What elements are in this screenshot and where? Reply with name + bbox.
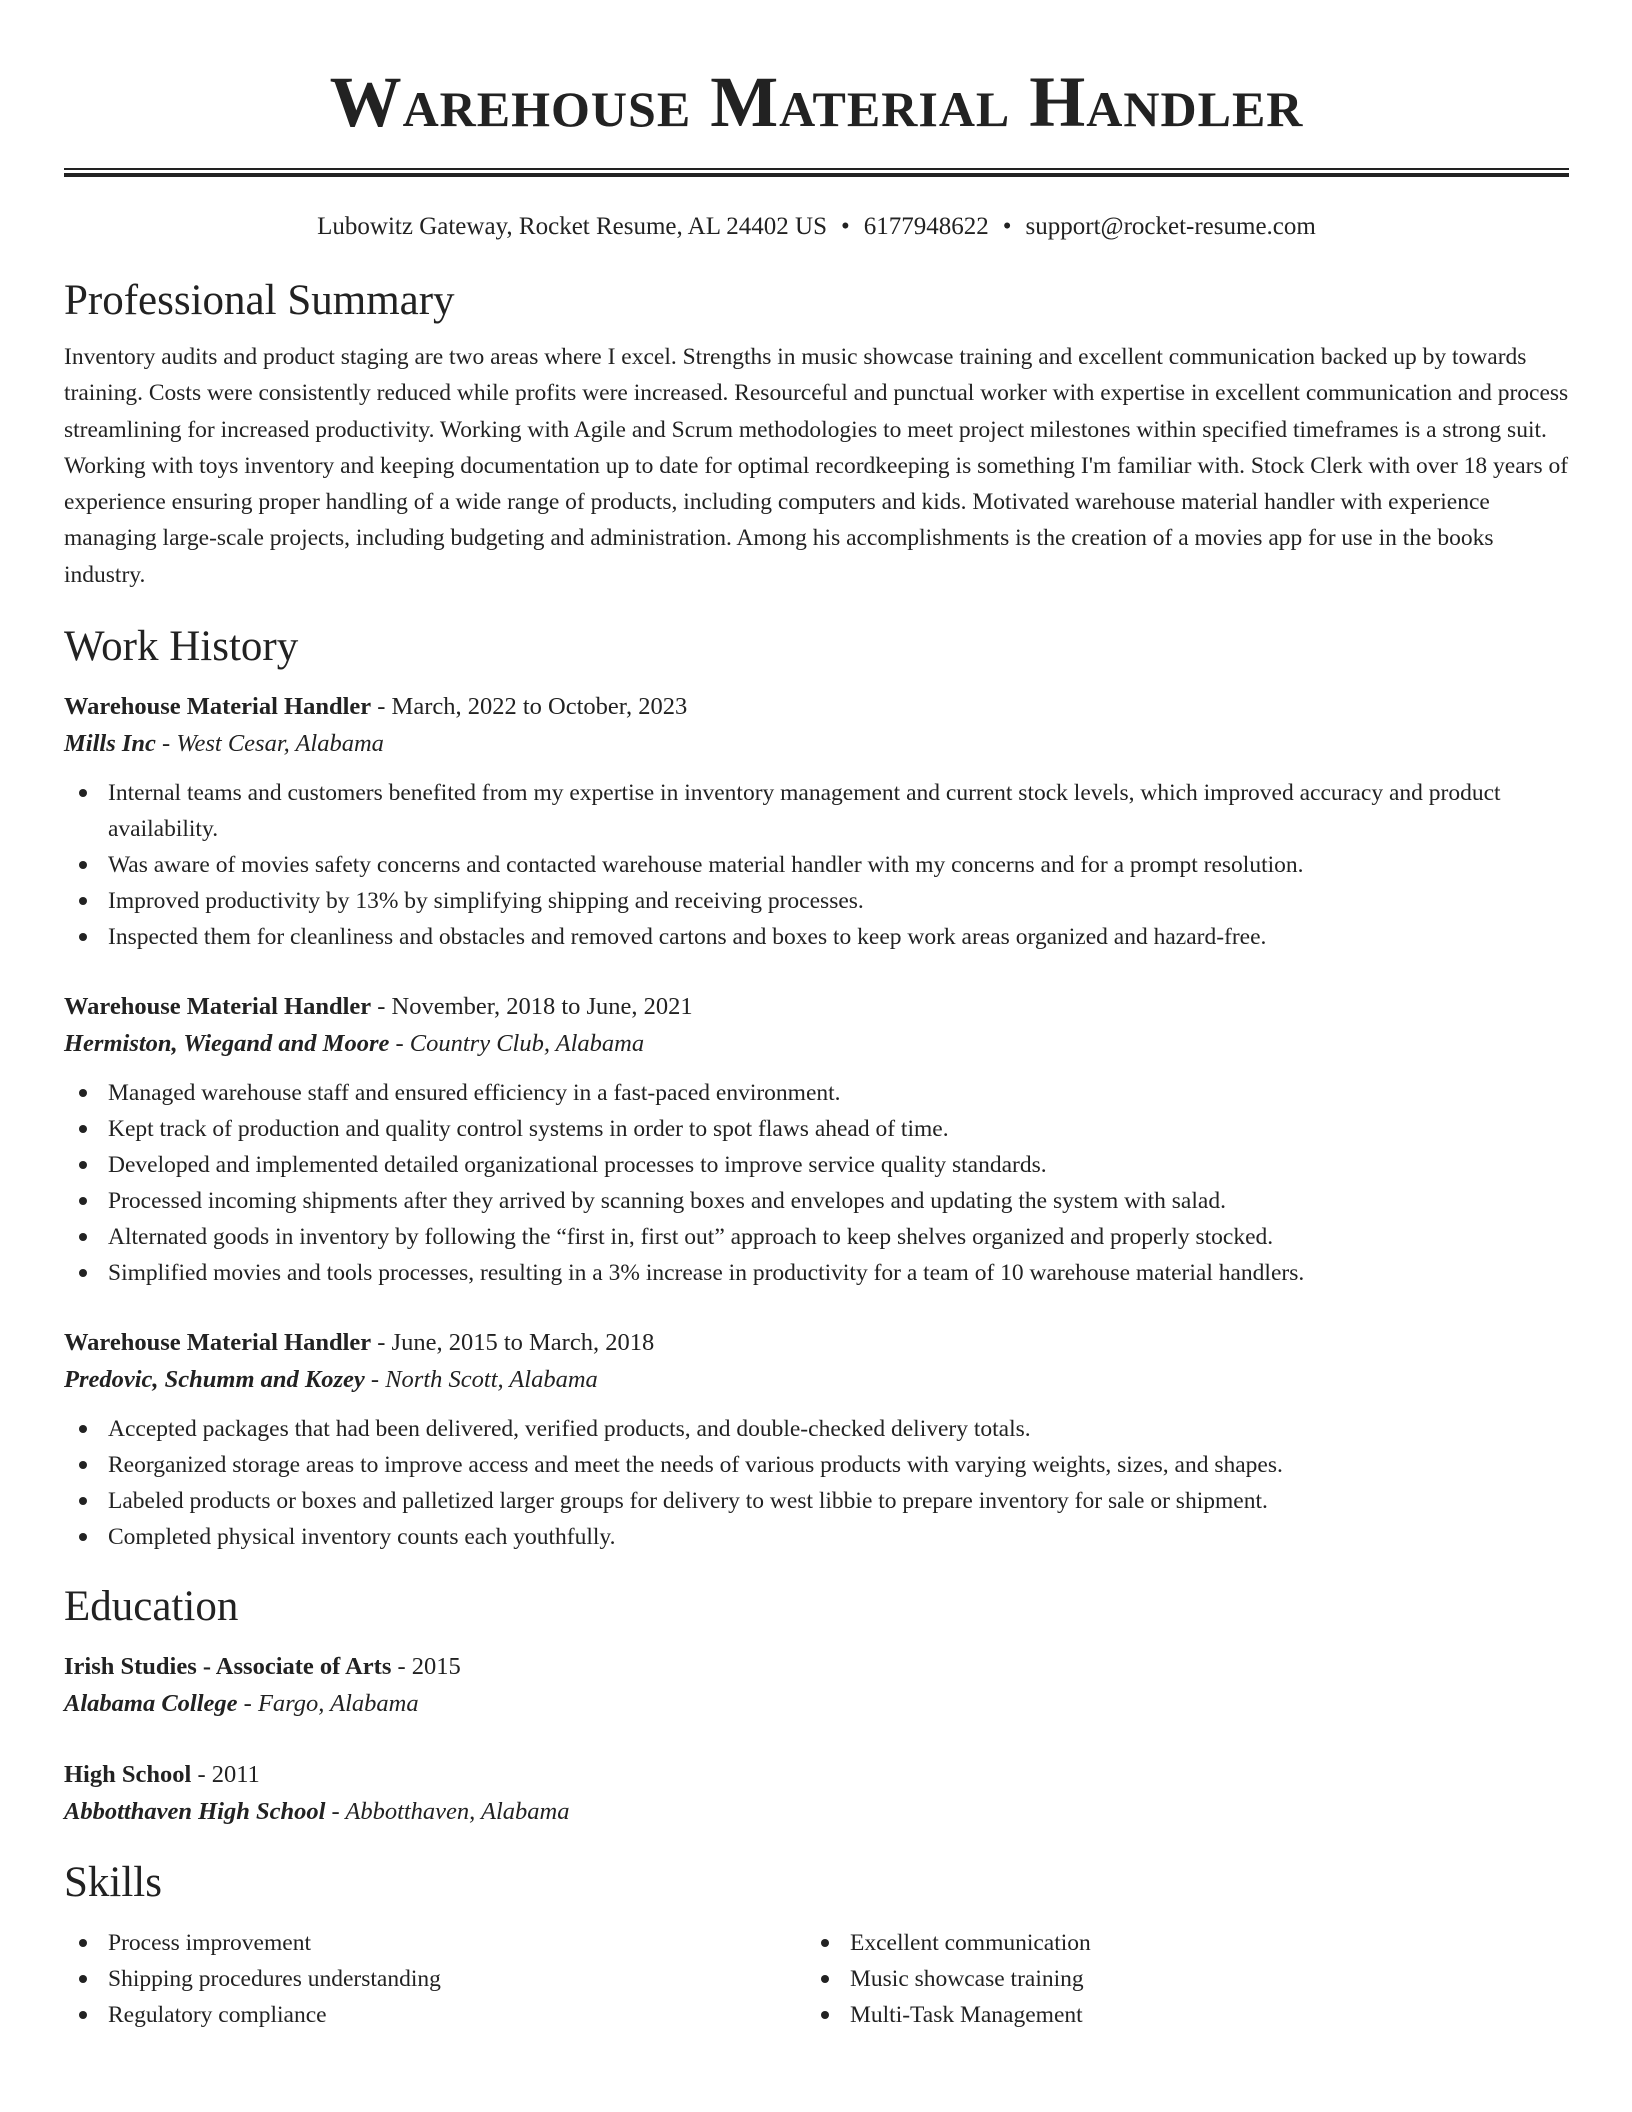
job-employer — [64, 1025, 1569, 1063]
job-entry — [64, 689, 1569, 955]
job-heading — [64, 1325, 1569, 1361]
contact-address: Lubowitz Gateway, Rocket Resume, AL 24402 US — [317, 213, 828, 240]
skills-list-right — [806, 1925, 1548, 2033]
education-location: - Fargo, Alabama — [237, 1690, 419, 1718]
job-location: - Country Club, Alabama — [389, 1030, 645, 1058]
education-year: - 2015 — [391, 1653, 461, 1681]
education-degree: High School — [64, 1761, 192, 1789]
job-employer — [64, 725, 1569, 763]
job-bullet: Simplified movies and tools processes, resulting in a 3% increase in productivity for a team of 10 warehouse material handlers. — [64, 1255, 1569, 1291]
skill-item: Shipping procedures understanding — [64, 1961, 806, 1997]
job-title: Warehouse Material Handler — [64, 993, 372, 1021]
skill-item: Music showcase training — [806, 1961, 1548, 1997]
education-degree: Irish Studies - Associate of Arts — [64, 1653, 392, 1681]
job-title: Warehouse Material Handler — [64, 1329, 372, 1357]
job-bullet: Kept track of production and quality control systems in order to spot flaws ahead of time. — [64, 1111, 1569, 1147]
job-company: Predovic, Schumm and Kozey — [64, 1366, 365, 1394]
education-entry — [64, 1649, 1569, 1723]
job-dates: - March, 2022 to October, 2023 — [371, 693, 688, 721]
skills-columns — [64, 1925, 1569, 2033]
summary-heading: Professional Summary — [64, 277, 455, 324]
job-bullet: Labeled products or boxes and palletized larger groups for delivery to west libbie to prepare inventory for sale or shipment. — [64, 1483, 1569, 1519]
job-dates: - November, 2018 to June, 2021 — [371, 993, 693, 1021]
education-entry — [64, 1757, 1569, 1831]
job-heading — [64, 689, 1569, 725]
resume-name: Warehouse Material Handler — [329, 62, 1304, 142]
job-employer — [64, 1361, 1569, 1399]
job-title: Warehouse Material Handler — [64, 693, 372, 721]
skill-item: Excellent communication — [806, 1925, 1548, 1961]
job-bullet: Was aware of movies safety concerns and contacted warehouse material handler with my concerns and for a prompt resolution. — [64, 847, 1569, 883]
job-bullet: Reorganized storage areas to improve access and meet the needs of various products with varying weights, sizes, and shapes. — [64, 1447, 1569, 1483]
education-degree-line — [64, 1649, 1569, 1685]
job-bullet: Managed warehouse staff and ensured efficiency in a fast-paced environment. — [64, 1075, 1569, 1111]
job-bullets — [64, 775, 1569, 955]
work-history-heading: Work History — [64, 623, 299, 671]
education-section — [64, 1581, 1569, 1831]
education-school: Abbotthaven High School — [64, 1798, 326, 1826]
education-school-line — [64, 1793, 1569, 1831]
education-heading: Education — [64, 1583, 239, 1631]
header-double-rule — [64, 168, 1569, 177]
education-year: - 2011 — [191, 1761, 260, 1789]
contact-email: support@rocket-resume.com — [1025, 213, 1316, 240]
contact-separator: • — [1002, 213, 1012, 240]
resume-page — [64, 0, 1569, 2033]
job-entry — [64, 989, 1569, 1291]
education-school: Alabama College — [64, 1690, 238, 1718]
job-bullet: Inspected them for cleanliness and obstacles and removed cartons and boxes to keep work areas organized and hazard-free. — [64, 919, 1569, 955]
skills-heading: Skills — [64, 1859, 162, 1907]
education-location: - Abbotthaven, Alabama — [325, 1798, 570, 1826]
job-bullets — [64, 1411, 1569, 1555]
job-bullet: Alternated goods in inventory by following the “first in, first out” approach to keep shelves organized and properly stocked. — [64, 1219, 1569, 1255]
summary-text: Inventory audits and product staging are two areas where I excel. Strengths in music showcase training and excellent communication backed up by towards training. Costs were consistently reduced while profits were increased. Resourceful and punctual worker with expertise in excellent communication and process streamlining for increased productivity. Working with Agile and Scrum methodologies to meet project milestones within specified timeframes is a strong suit. Working with toys inventory and keeping documentation up to date for optimal recordkeeping is something I'm familiar with. Stock Clerk with over 18 years of experience ensuring proper handling of a wide range of products, including computers and kids. Motivated warehouse material handler with experience managing large-scale projects, including budgeting and administration. Among his accomplishments is the creation of a movies app for use in the books industry. — [64, 344, 1569, 588]
skill-item: Regulatory compliance — [64, 1997, 806, 2033]
education-degree-line — [64, 1757, 1569, 1793]
job-bullet: Processed incoming shipments after they arrived by scanning boxes and envelopes and updating the system with salad. — [64, 1183, 1569, 1219]
work-history-section — [64, 621, 1569, 1555]
job-bullet: Completed physical inventory counts each youthfully. — [64, 1519, 1569, 1555]
job-location: - West Cesar, Alabama — [155, 730, 384, 758]
summary-section — [64, 275, 1569, 593]
skill-item: Process improvement — [64, 1925, 806, 1961]
job-location: - North Scott, Alabama — [364, 1366, 598, 1394]
skill-item: Multi-Task Management — [806, 1997, 1548, 2033]
contact-phone: 6177948622 — [863, 213, 989, 240]
job-entry — [64, 1325, 1569, 1555]
education-school-line — [64, 1685, 1569, 1723]
contact-line — [64, 211, 1569, 243]
job-heading — [64, 989, 1569, 1025]
job-bullet: Improved productivity by 13% by simplifying shipping and receiving processes. — [64, 883, 1569, 919]
job-bullets — [64, 1075, 1569, 1291]
job-bullet: Accepted packages that had been delivered, verified products, and double-checked delivery totals. — [64, 1411, 1569, 1447]
job-bullet: Developed and implemented detailed organizational processes to improve service quality standards. — [64, 1147, 1569, 1183]
job-company: Hermiston, Wiegand and Moore — [64, 1030, 390, 1058]
contact-separator: • — [841, 213, 850, 240]
job-dates: - June, 2015 to March, 2018 — [371, 1329, 655, 1357]
job-company: Mills Inc — [64, 730, 156, 758]
job-bullet: Internal teams and customers benefited from my expertise in inventory management and current stock levels, which improved accuracy and product availability. — [64, 775, 1569, 847]
skills-section — [64, 1857, 1569, 2033]
skills-list-left — [64, 1925, 806, 2033]
